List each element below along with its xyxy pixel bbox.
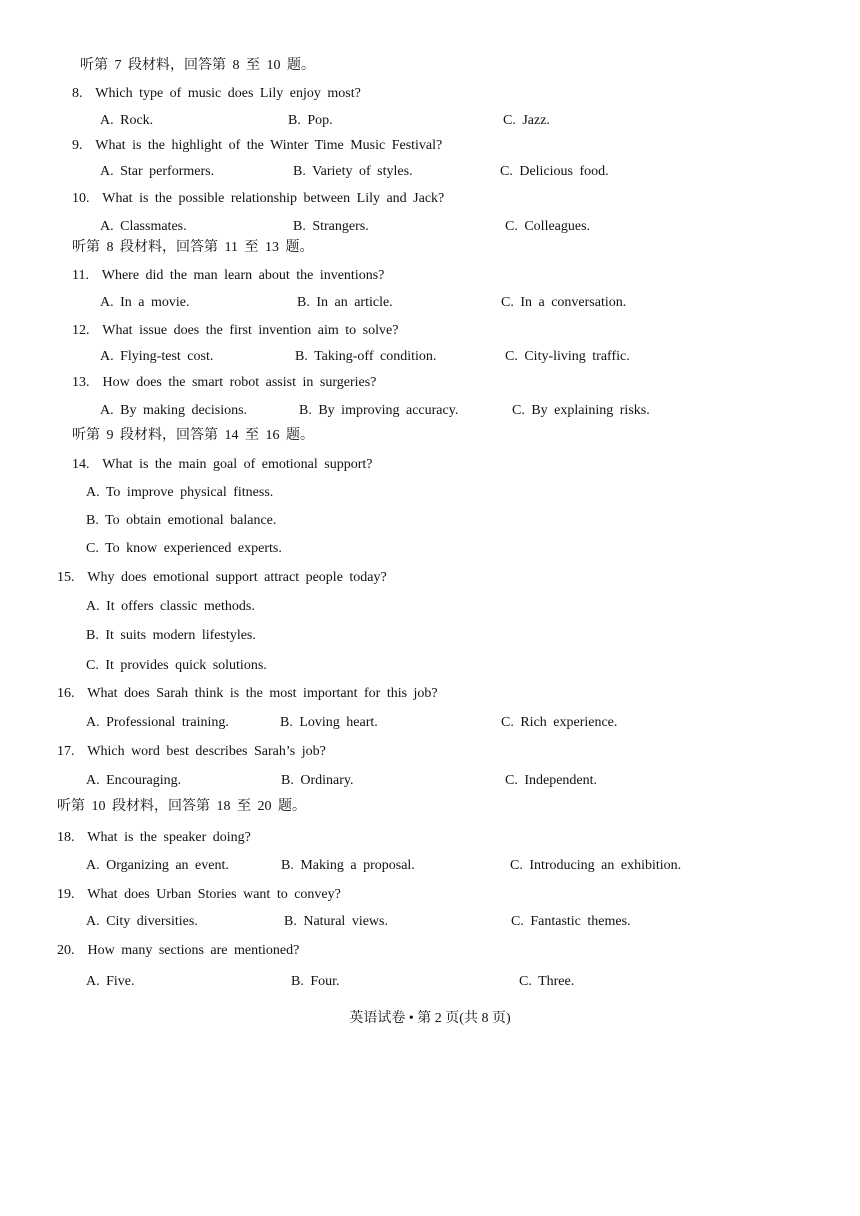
question-number: 17. xyxy=(57,744,75,759)
section-heading-9: 听第 9 段材料，回答第 14 至 16 题。 xyxy=(72,428,314,443)
question-13 xyxy=(72,374,376,392)
question-number: 15. xyxy=(57,570,75,585)
option-c: C. Jazz. xyxy=(503,113,550,128)
question-text: Which type of music does Lily enjoy most? xyxy=(95,86,361,101)
option-a: A. Professional training. xyxy=(86,715,229,730)
option-a: A. In a movie. xyxy=(100,295,190,310)
question-18 xyxy=(57,829,251,847)
option-c: C. Introducing an exhibition. xyxy=(510,858,682,873)
question-text: What is the main goal of emotional support? xyxy=(102,457,373,472)
option-a: A. Flying-test cost. xyxy=(100,349,214,364)
question-text: What issue does the first invention aim to solve? xyxy=(102,323,399,338)
section-heading-7: 听第 7 段材料，回答第 8 至 10 题。 xyxy=(80,58,315,73)
option-b: B. Natural views. xyxy=(284,914,388,929)
question-text: What does Urban Stories want to convey? xyxy=(87,887,341,902)
option-b: B. Taking-off condition. xyxy=(295,349,437,364)
question-12 xyxy=(72,322,398,340)
option-c: C. By explaining risks. xyxy=(512,403,650,418)
option-b: B. Ordinary. xyxy=(281,773,354,788)
option-c: C. Fantastic themes. xyxy=(511,914,631,929)
question-15 xyxy=(57,569,387,587)
option-b: B. It suits modern lifestyles. xyxy=(86,628,256,643)
question-10 xyxy=(72,190,444,208)
question-number: 16. xyxy=(57,686,75,701)
option-a: A. Classmates. xyxy=(100,219,187,234)
question-text: What is the highlight of the Winter Time Music Festival? xyxy=(95,138,443,153)
question-17 xyxy=(57,743,326,761)
question-number: 18. xyxy=(57,830,75,845)
question-20 xyxy=(57,942,299,960)
option-b: B. Variety of styles. xyxy=(293,164,413,179)
question-text: What is the possible relationship between Lily and Jack? xyxy=(102,191,445,206)
option-c: C. Delicious food. xyxy=(500,164,609,179)
question-text: Which word best describes Sarah’s job? xyxy=(87,744,326,759)
question-19 xyxy=(57,886,341,904)
option-a: A. Encouraging. xyxy=(86,773,182,788)
option-a: A. To improve physical fitness. xyxy=(86,485,274,500)
option-a: A. Five. xyxy=(86,974,135,989)
question-number: 11. xyxy=(72,268,89,283)
question-number: 9. xyxy=(72,138,83,153)
page-footer: 英语试卷 • 第 2 页(共 8 页) xyxy=(349,1011,511,1026)
option-c: C. In a conversation. xyxy=(501,295,627,310)
question-number: 19. xyxy=(57,887,75,902)
option-a: A. It offers classic methods. xyxy=(86,599,255,614)
option-b: B. Making a proposal. xyxy=(281,858,415,873)
option-a: A. Organizing an event. xyxy=(86,858,229,873)
option-c: C. Colleagues. xyxy=(505,219,591,234)
option-c: C. Rich experience. xyxy=(501,715,618,730)
question-14 xyxy=(72,456,372,474)
question-number: 20. xyxy=(57,943,75,958)
option-c: C. Three. xyxy=(519,974,575,989)
question-16 xyxy=(57,685,438,703)
option-a: A. City diversities. xyxy=(86,914,198,929)
option-c: C. City-living traffic. xyxy=(505,349,630,364)
question-9 xyxy=(72,137,442,155)
option-a: A. By making decisions. xyxy=(100,403,248,418)
option-c: C. Independent. xyxy=(505,773,598,788)
option-a: A. Star performers. xyxy=(100,164,215,179)
option-b: B. To obtain emotional balance. xyxy=(86,513,277,528)
question-text: What does Sarah think is the most important for this job? xyxy=(87,686,438,701)
option-b: B. Four. xyxy=(291,974,340,989)
question-text: What is the speaker doing? xyxy=(87,830,251,845)
option-c: C. To know experienced experts. xyxy=(86,541,282,556)
option-c: C. It provides quick solutions. xyxy=(86,658,267,673)
option-b: B. By improving accuracy. xyxy=(299,403,459,418)
section-heading-8: 听第 8 段材料，回答第 11 至 13 题。 xyxy=(72,240,314,255)
option-a: A. Rock. xyxy=(100,113,154,128)
option-b: B. Strangers. xyxy=(293,219,369,234)
question-11 xyxy=(72,267,384,285)
option-b: B. Pop. xyxy=(288,113,333,128)
question-number: 12. xyxy=(72,323,90,338)
question-text: Why does emotional support attract people today? xyxy=(87,570,387,585)
question-text: How many sections are mentioned? xyxy=(87,943,300,958)
section-heading-10: 听第 10 段材料，回答第 18 至 20 题。 xyxy=(57,799,306,814)
option-b: B. Loving heart. xyxy=(280,715,378,730)
question-number: 13. xyxy=(72,375,90,390)
question-text: Where did the man learn about the inventions? xyxy=(101,268,385,283)
option-b: B. In an article. xyxy=(297,295,393,310)
question-number: 10. xyxy=(72,191,90,206)
question-number: 8. xyxy=(72,86,83,101)
question-text: How does the smart robot assist in surgeries? xyxy=(102,375,377,390)
question-8 xyxy=(72,85,361,103)
question-number: 14. xyxy=(72,457,90,472)
